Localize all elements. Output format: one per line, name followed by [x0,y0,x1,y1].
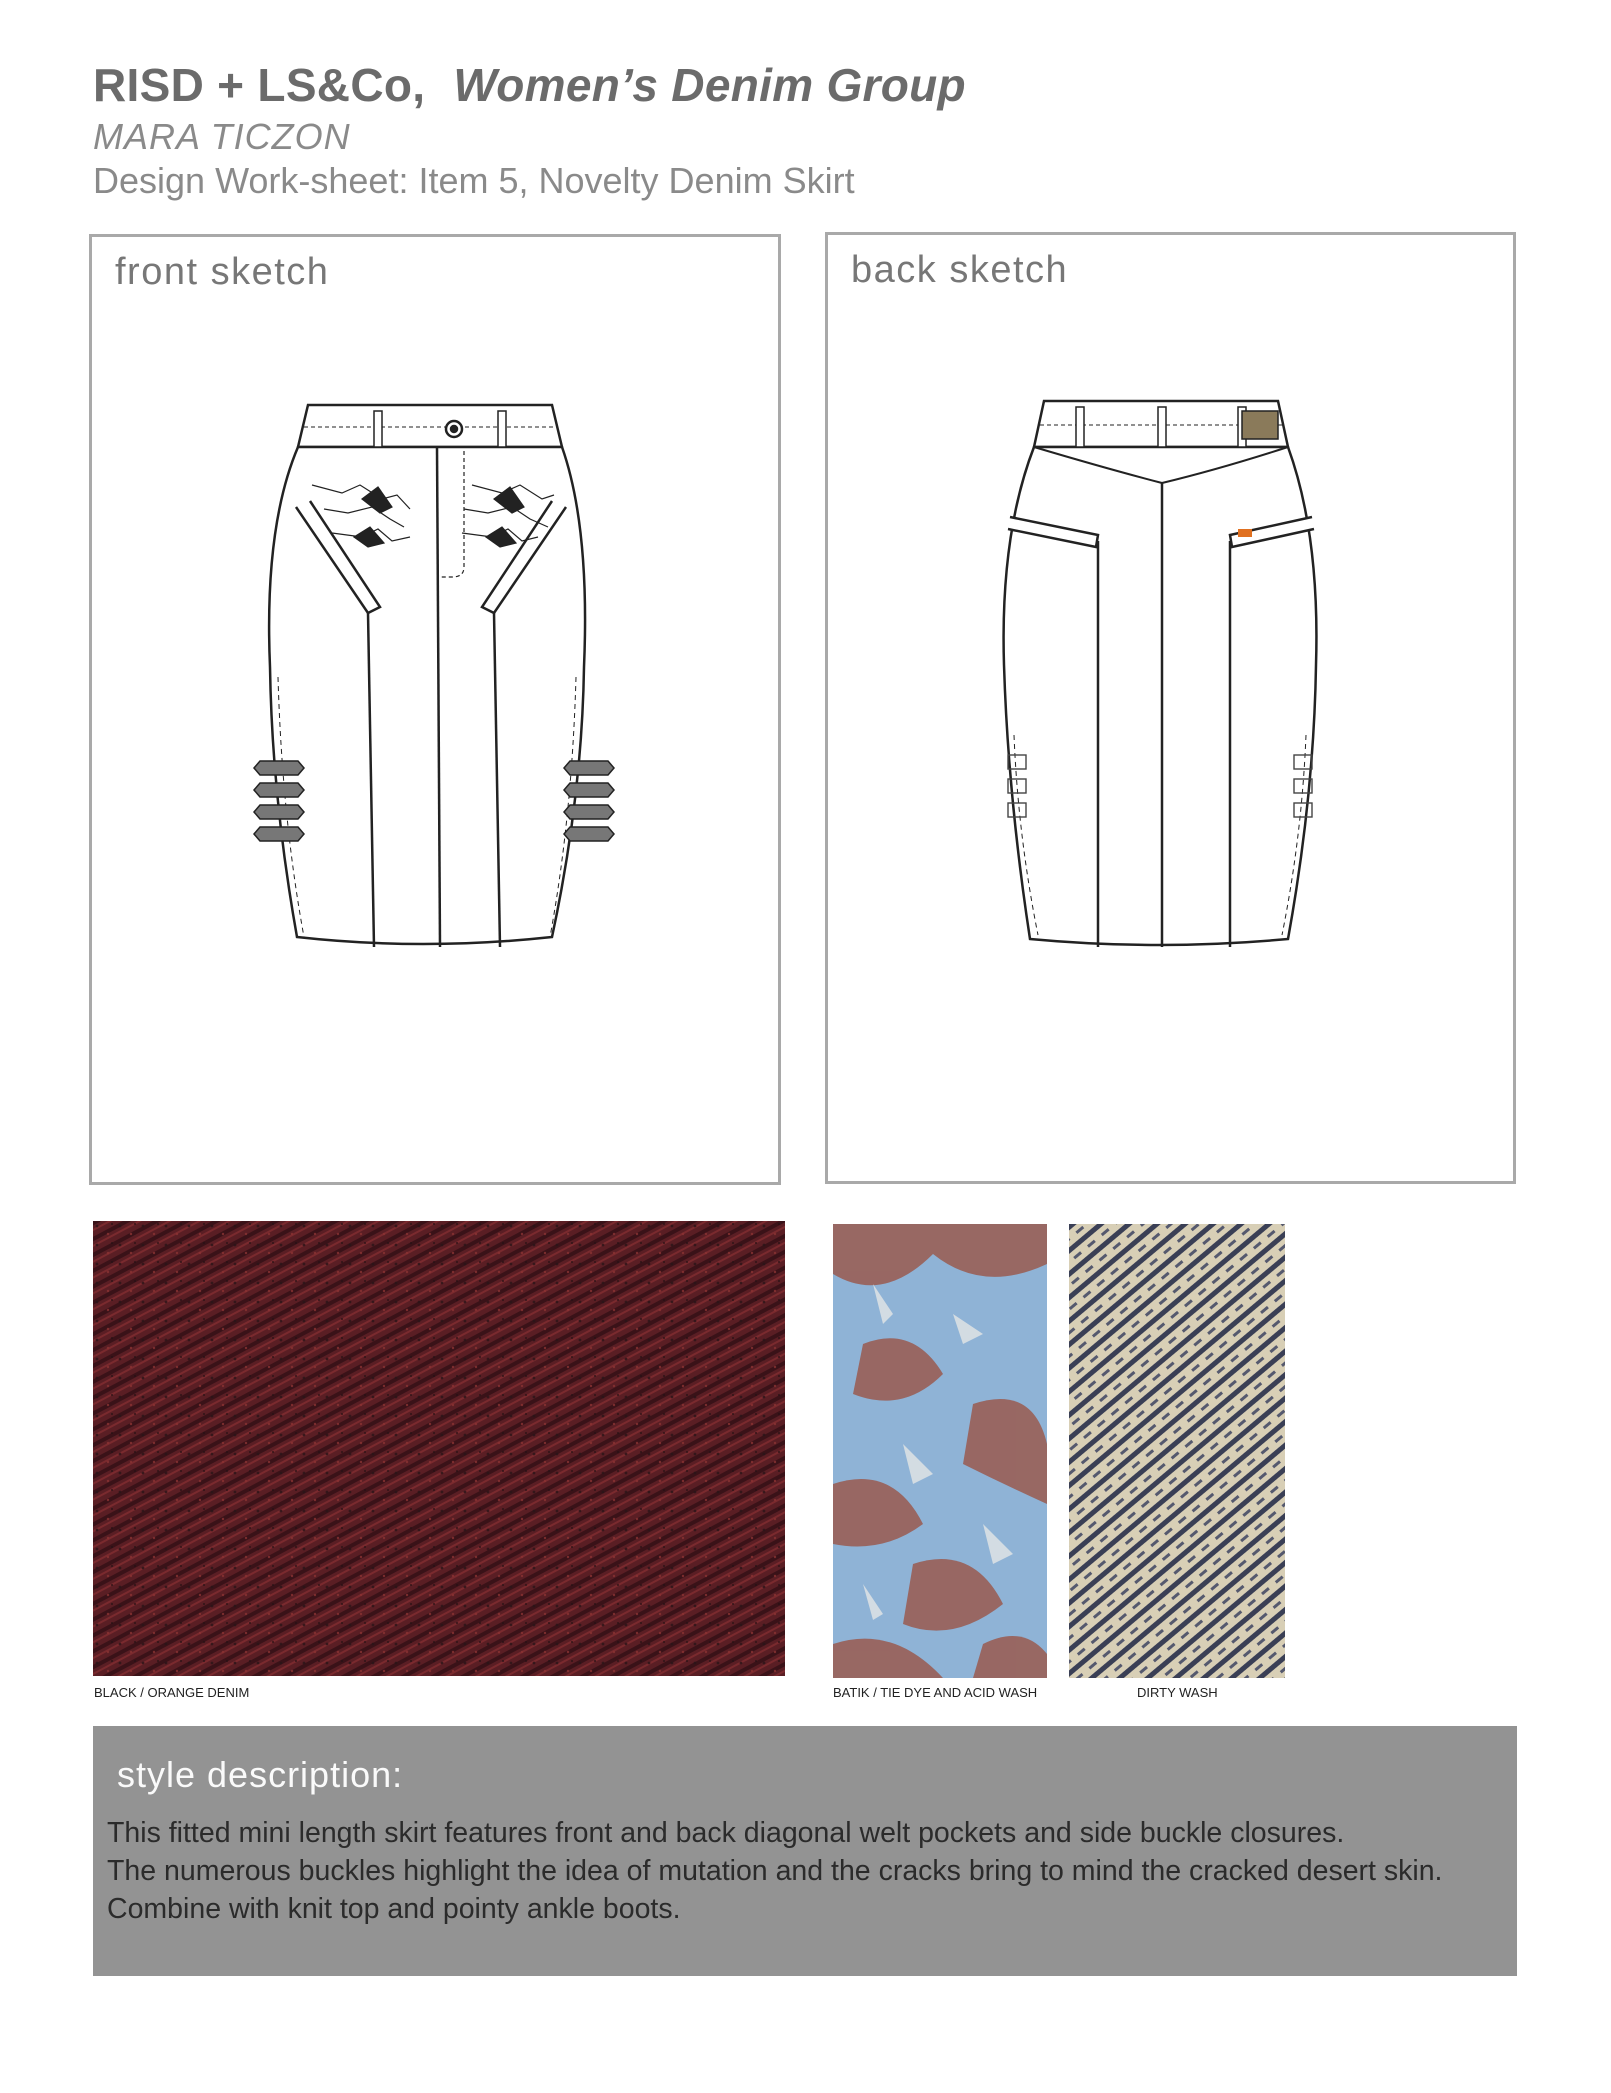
tie-dye-texture [833,1224,1047,1678]
description-line: Combine with knit top and pointy ankle boots. [107,1893,681,1925]
back-sketch-label: back sketch [851,249,1069,291]
designer-name: MARA TICZON [93,116,351,157]
swatch-caption-dirty-wash: DIRTY WASH [1137,1685,1218,1700]
style-description-heading: style description: [117,1754,404,1795]
front-sketch-label: front sketch [115,251,330,293]
swatch-caption-batik-tie-dye: BATIK / TIE DYE AND ACID WASH [833,1685,1038,1700]
worksheet-subtitle: Design Work-sheet: Item 5, Novelty Denim Skirt [93,160,855,201]
fabric-swatch-dirty-wash [1069,1224,1285,1678]
brand-title: RISD + LS&Co, [93,59,426,111]
back-sketch-panel [825,232,1516,1184]
orange-tab [1238,529,1252,537]
back-skirt-drawing [828,235,1513,1181]
description-line: This fitted mini length skirt features front and back diagonal welt pockets and side buckle closures. [107,1817,1345,1849]
style-description-box [93,1726,1517,1976]
dirty-wash-texture [1069,1224,1285,1678]
document-title [93,58,966,112]
description-line: The numerous buckles highlight the idea of mutation and the cracks bring to mind the cracked desert skin. [107,1855,1443,1887]
fabric-swatch-black-orange-denim [93,1221,785,1676]
swatch-caption-black-orange-denim: BLACK / ORANGE DENIM [94,1685,250,1700]
front-skirt-drawing [92,237,778,1182]
fabric-swatch-batik-tie-dye [833,1224,1047,1678]
leather-patch [1242,411,1278,439]
denim-texture [93,1221,785,1676]
front-sketch-panel [89,234,781,1185]
group-title: Women’s Denim Group [453,59,966,111]
style-description-text [107,1814,1442,1928]
